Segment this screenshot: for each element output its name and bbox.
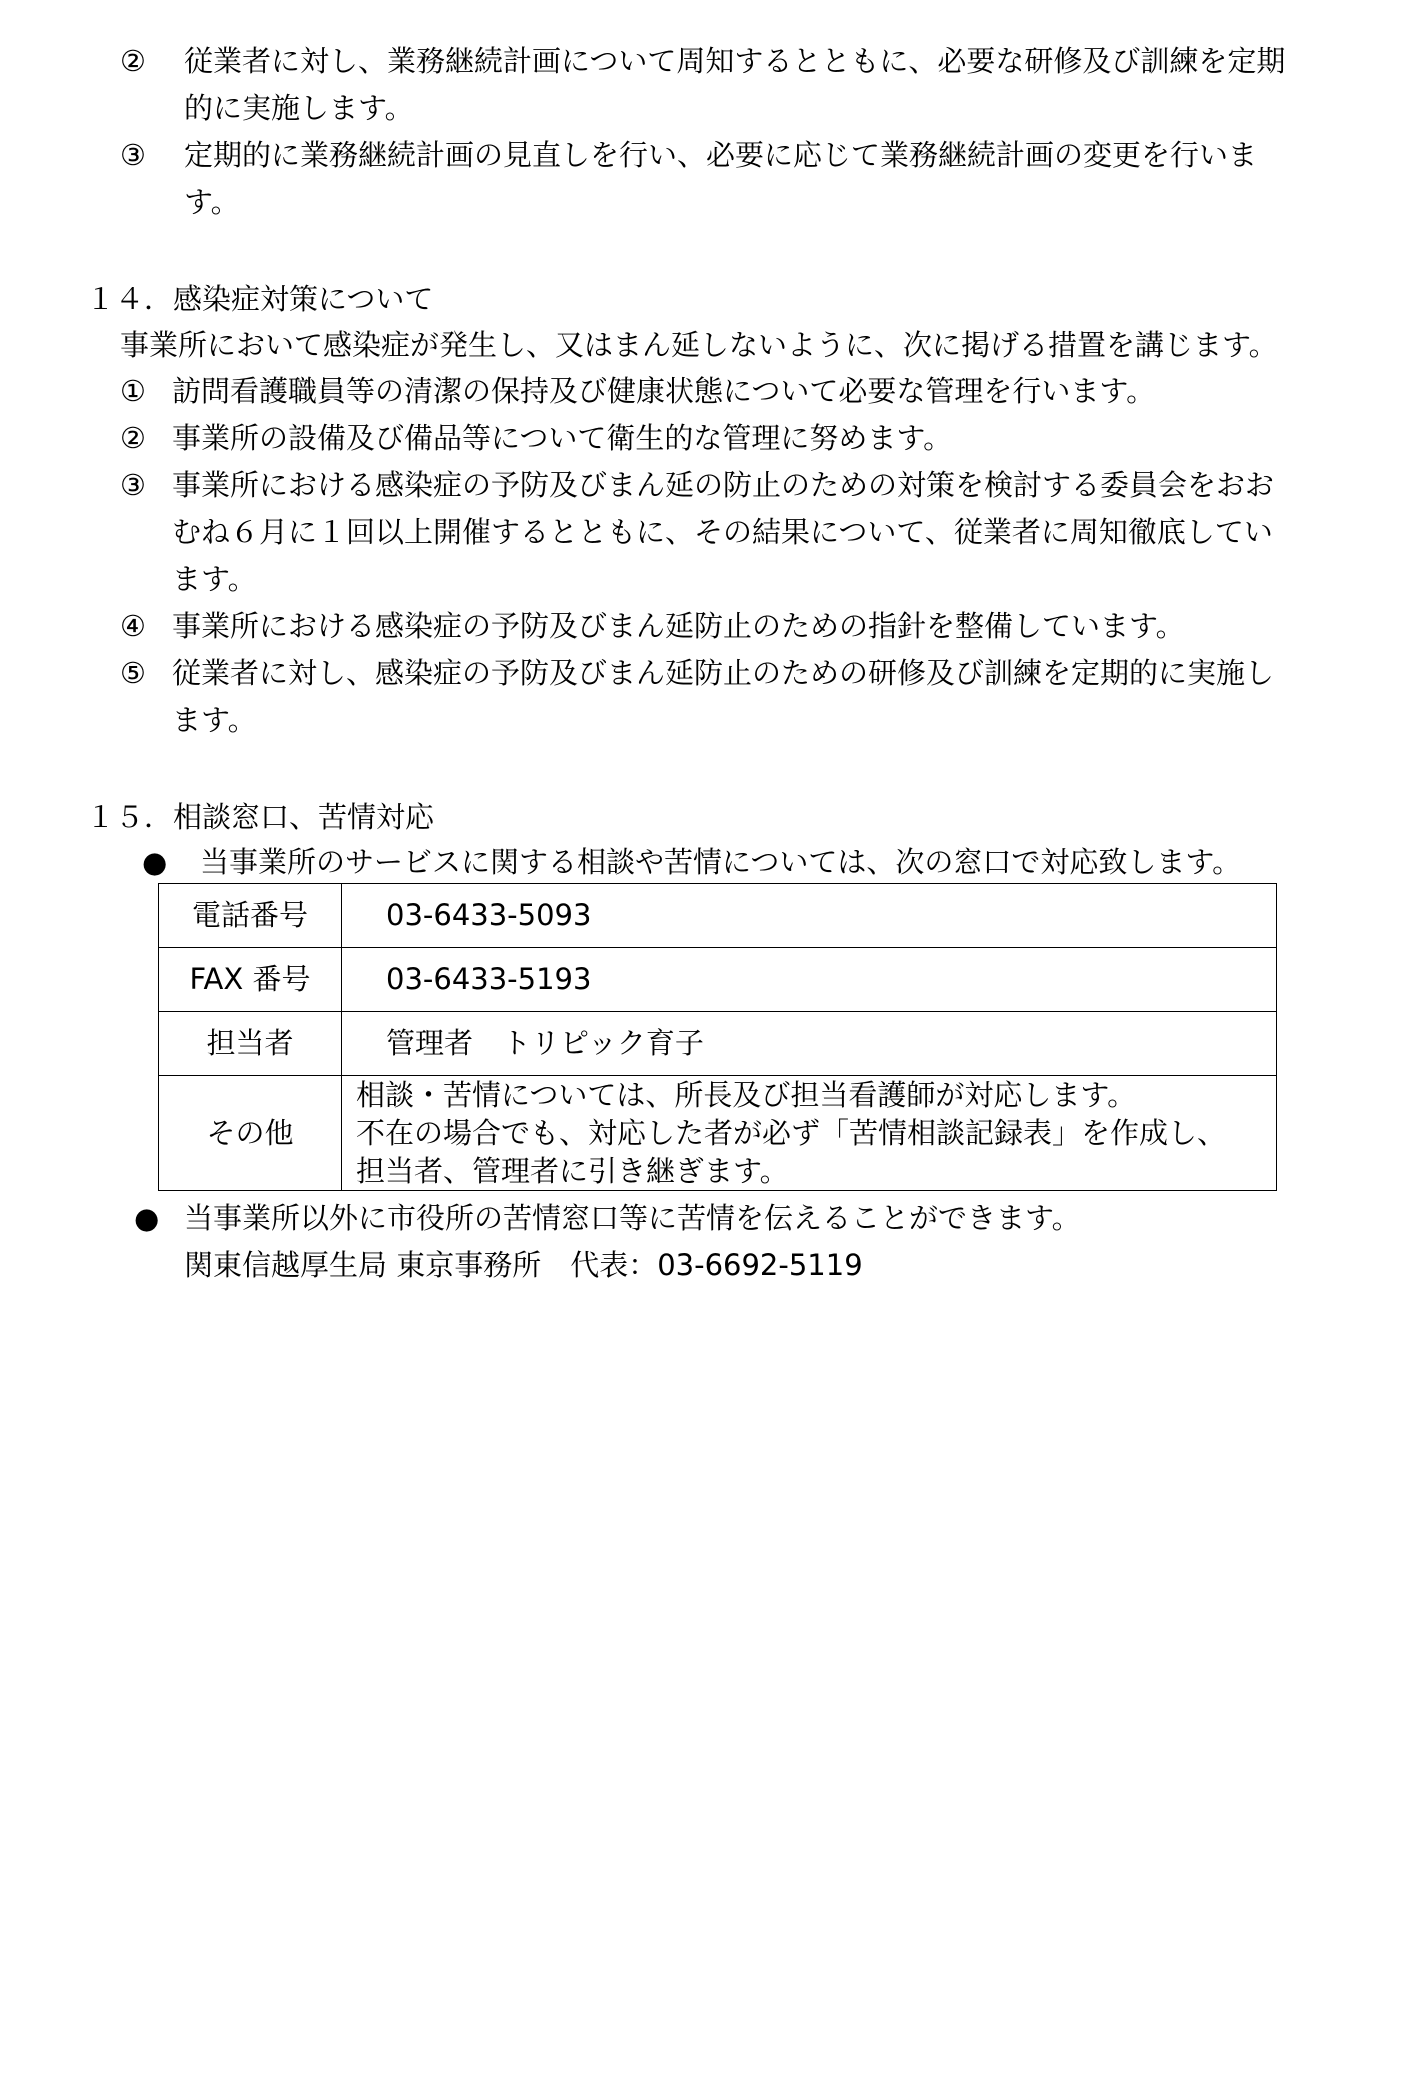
other-line: 担当者、管理者に引き継ぎます。 bbox=[356, 1154, 789, 1188]
item-text-line: 従業者に対し、業務継続計画について周知するとともに、必要な研修及び訓練を定期 bbox=[184, 44, 1286, 78]
item-text-line: ます。 bbox=[172, 562, 257, 596]
section-15-heading: １５．相談窓口、苦情対応 bbox=[86, 800, 435, 834]
item-text-line: す。 bbox=[184, 185, 240, 219]
item-number: ⑤ bbox=[120, 656, 146, 690]
phone-label: 電話番号 bbox=[159, 884, 342, 948]
bullet-text: 当事業所以外に市役所の苦情窓口等に苦情を伝えることができます。 bbox=[184, 1201, 1081, 1235]
other-value bbox=[342, 1076, 1277, 1191]
phone-value: 03-6433-5093 bbox=[342, 884, 1277, 948]
item-number: ③ bbox=[120, 138, 146, 172]
table-row bbox=[159, 948, 1277, 1012]
item-text-line: 事業所における感染症の予防及びまん延防止のための指針を整備しています。 bbox=[172, 609, 1185, 643]
other-line: 相談・苦情については、所長及び担当看護師が対応します。 bbox=[356, 1078, 1137, 1112]
fax-value: 03-6433-5193 bbox=[342, 948, 1277, 1012]
table-row bbox=[159, 1012, 1277, 1076]
item-text-line: ます。 bbox=[172, 703, 257, 737]
table-row bbox=[159, 1076, 1277, 1191]
bullet-external bbox=[134, 1195, 1081, 1242]
item-number: ③ bbox=[120, 468, 146, 502]
contact-table bbox=[158, 883, 1277, 1191]
item-text-line: 的に実施します。 bbox=[184, 91, 414, 125]
item-number: ④ bbox=[120, 609, 146, 643]
item-text-line: むね６月に１回以上開催するとともに、その結果について、従業者に周知徹底してい bbox=[172, 515, 1273, 549]
item-number: ② bbox=[120, 44, 146, 78]
item-text-line: 従業者に対し、感染症の予防及びまん延防止のための研修及び訓練を定期的に実施し bbox=[172, 656, 1275, 690]
fax-label: FAX 番号 bbox=[159, 948, 342, 1012]
person-value: 管理者 トリピック育子 bbox=[342, 1012, 1277, 1076]
item-text-line: 訪問看護職員等の清潔の保持及び健康状態について必要な管理を行います。 bbox=[172, 374, 1156, 408]
other-label: その他 bbox=[159, 1076, 342, 1191]
bullet-text: 当事業所のサービスに関する相談や苦情については、次の窓口で対応致します。 bbox=[200, 845, 1242, 879]
item-number: ① bbox=[120, 374, 146, 408]
section-14-heading: １４．感染症対策について bbox=[86, 282, 434, 316]
item-text-line: 事業所の設備及び備品等について衛生的な管理に努めます。 bbox=[172, 421, 953, 455]
other-line: 不在の場合でも、対応した者が必ず「苦情相談記録表」を作成し、 bbox=[356, 1116, 1227, 1150]
item-text-line: 定期的に業務継続計画の見直しを行い、必要に応じて業務継続計画の変更を行いま bbox=[184, 138, 1258, 172]
bullet-icon: ● bbox=[142, 845, 168, 879]
table-row bbox=[159, 884, 1277, 948]
item-number: ② bbox=[120, 421, 146, 455]
person-label: 担当者 bbox=[159, 1012, 342, 1076]
bullet-icon: ● bbox=[134, 1201, 160, 1235]
office-contact-line: 関東信越厚生局 東京事務所 代表：03-6692-5119 bbox=[184, 1248, 863, 1282]
section-14-intro: 事業所において感染症が発生し、又はまん延しないように、次に掲げる措置を講じます。 bbox=[120, 328, 1278, 362]
bullet-consultation bbox=[142, 839, 1242, 886]
item-text-line: 事業所における感染症の予防及びまん延の防止のための対策を検討する委員会をおお bbox=[172, 468, 1275, 502]
